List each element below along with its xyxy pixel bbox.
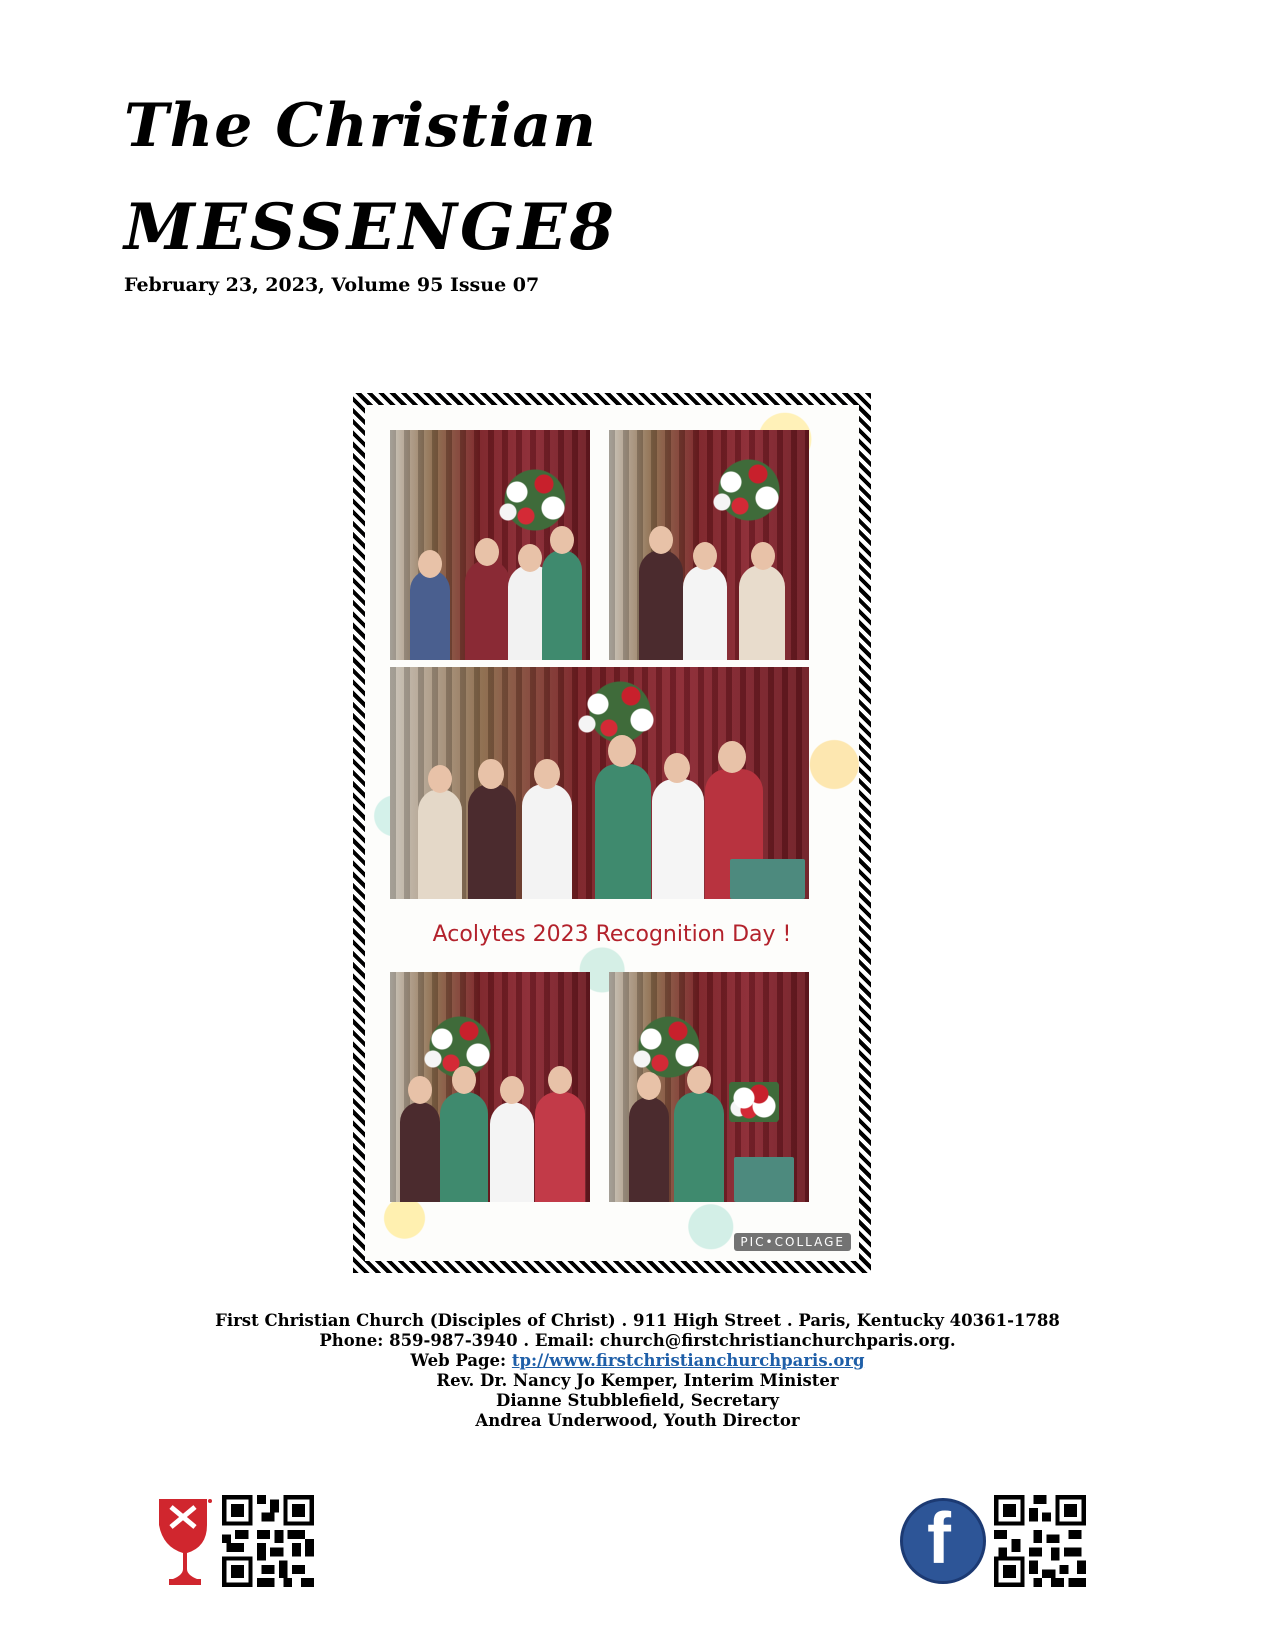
page-title-line1: The Christian	[124, 91, 597, 161]
interim-minister: Rev. Dr. Nancy Jo Kemper, Interim Minister	[436, 1371, 839, 1390]
issue-dateline: February 23, 2023, Volume 95 Issue 07	[124, 274, 540, 296]
pic-collage-watermark: PIC•COLLAGE	[734, 1233, 851, 1251]
disciples-chalice-icon	[157, 1497, 213, 1587]
church-address: First Christian Church (Disciples of Christ) . 911 High Street . Paris, Kentucky 40361-1788	[215, 1311, 1060, 1330]
secretary: Dianne Stubblefield, Secretary	[496, 1391, 779, 1410]
church-web-line	[0, 1351, 1275, 1371]
web-page-label: Web Page:	[410, 1351, 507, 1370]
collage-photo-3	[390, 667, 809, 899]
facebook-letter: f	[927, 1499, 951, 1579]
photo-collage	[353, 393, 871, 1273]
collage-photo-1	[390, 430, 590, 660]
qr-code-icon[interactable]	[994, 1495, 1086, 1587]
page-title-line2: MESSENGE8	[124, 190, 617, 265]
collage-background	[365, 405, 859, 1261]
collage-photo-2	[609, 430, 809, 660]
church-contact-block	[0, 1311, 1275, 1431]
facebook-icon[interactable]	[900, 1498, 986, 1584]
youth-director: Andrea Underwood, Youth Director	[475, 1411, 800, 1430]
qr-code-icon[interactable]	[222, 1495, 314, 1587]
website-link[interactable]: tp://www.firstchristianchurchparis.org	[511, 1351, 865, 1370]
collage-caption: Acolytes 2023 Recognition Day !	[432, 922, 792, 947]
church-phone-email: Phone: 859-987-3940 . Email: church@firstchristianchurchparis.org.	[319, 1331, 956, 1350]
collage-photo-5	[609, 972, 809, 1202]
collage-photo-4	[390, 972, 590, 1202]
